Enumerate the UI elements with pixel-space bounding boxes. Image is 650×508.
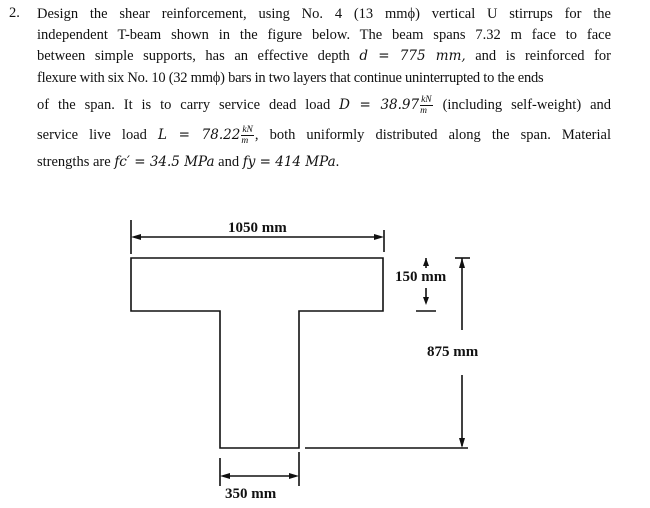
line-1-text: Design the shear reinforcement, using No. 4 (13 mmϕ) vertical U stirrups for the xyxy=(37,6,611,22)
dead-load-unit-numerator: kN xyxy=(421,95,432,106)
line-7-and: and xyxy=(218,154,240,170)
flange-width-arrow-left xyxy=(131,234,141,240)
total-depth-label: 875 mm xyxy=(427,344,479,360)
line-7-period: . xyxy=(335,154,340,170)
flange-width-arrow-right xyxy=(374,234,384,240)
depth-arrow-top xyxy=(459,258,465,268)
flange-thickness-arrowhead-bottom xyxy=(423,297,429,305)
line-3-text-a: between simple supports, has an effective depth xyxy=(37,48,350,64)
web-width-label: 350 mm xyxy=(225,486,277,502)
line-6-text-a: service live load xyxy=(37,127,147,143)
live-load-unit-denominator: m xyxy=(241,136,249,147)
line-7-text-a: strengths are xyxy=(37,154,111,170)
line-3-text-b: and is reinforced for xyxy=(475,48,612,64)
web-width-arrow-right xyxy=(289,473,299,479)
line-2-text: independent T-beam shown in the figure below. The beam spans 7.32 m face to face xyxy=(37,27,611,43)
steel-strength-math: fy = 414 MPa xyxy=(242,154,336,170)
line-6-text-b: , both uniformly distributed along the span. Material xyxy=(254,127,611,143)
flange-thickness-label: 150 mm xyxy=(395,269,447,285)
web-width-arrow-left xyxy=(220,473,230,479)
line-5-text-a: of the span. It is to carry service dead load xyxy=(37,97,331,113)
dead-load-math: D = 38.97 xyxy=(339,97,420,113)
line-5-text-b: (including self-weight) and xyxy=(442,97,612,113)
t-beam-outline xyxy=(131,258,383,448)
concrete-strength-math: fc′ = 34.5 MPa xyxy=(114,154,215,170)
line-4-text: flexure with six No. 10 (32 mmϕ) bars in two layers that continue uninterrupted to the ends xyxy=(37,70,544,86)
flange-width-label: 1050 mm xyxy=(228,220,287,236)
flange-thickness-arrowhead-top xyxy=(423,258,429,266)
depth-arrow-bottom xyxy=(459,438,465,448)
problem-number: 2. xyxy=(9,5,20,21)
live-load-math: L = 78.22 xyxy=(157,127,241,143)
live-load-unit-numerator: kN xyxy=(242,125,253,136)
dead-load-unit-denominator: m xyxy=(420,106,427,117)
effective-depth-math: d = 775 mm, xyxy=(359,48,466,64)
